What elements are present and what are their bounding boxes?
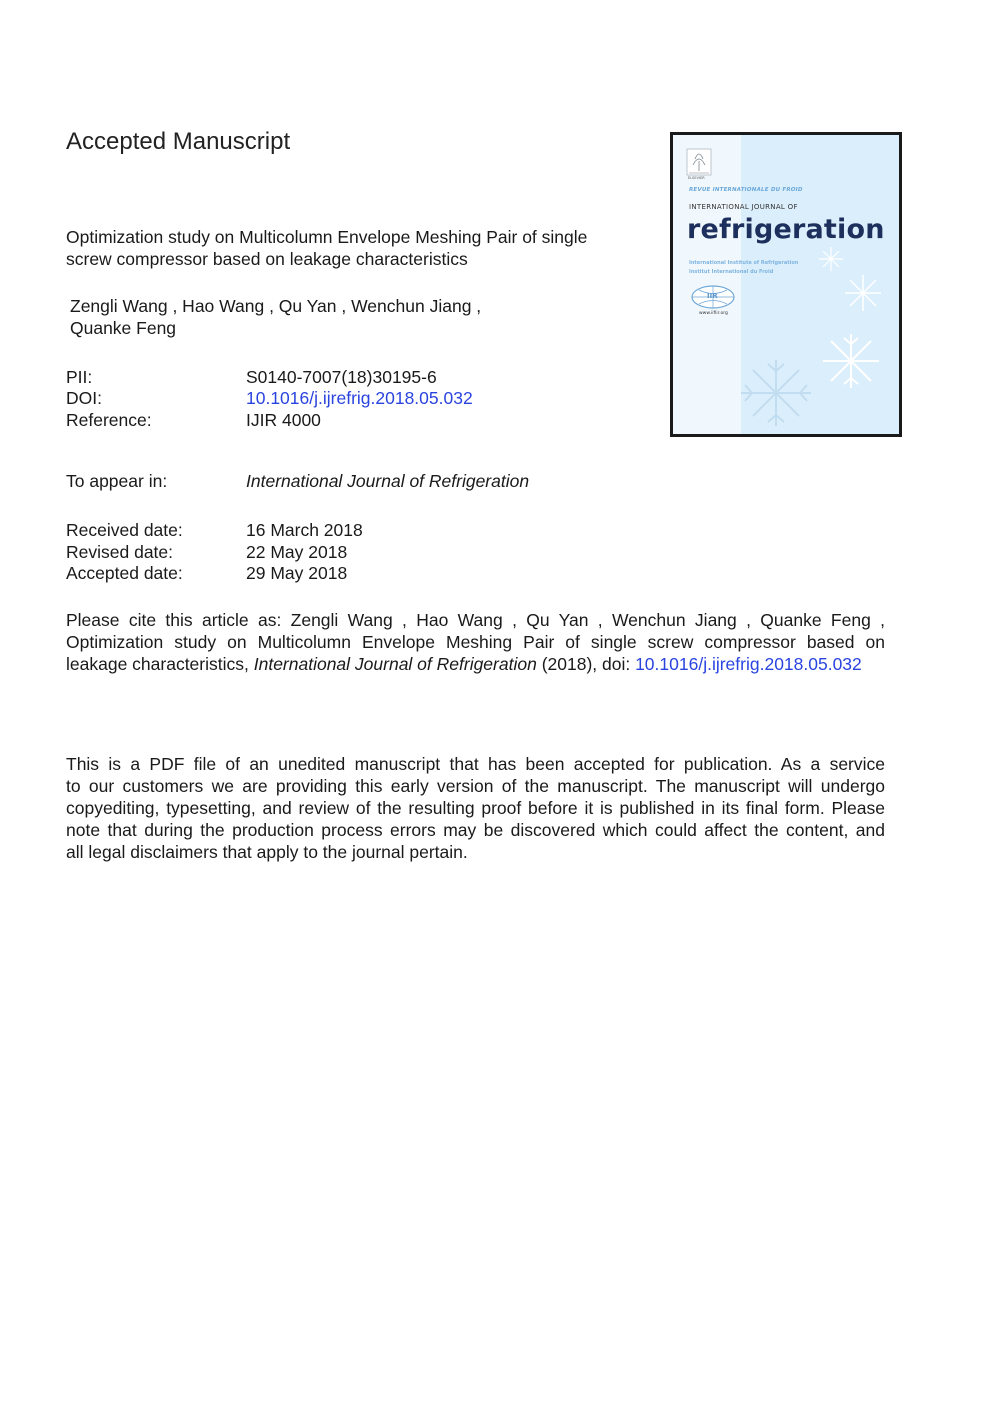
- appear-in-label: To appear in:: [66, 471, 168, 491]
- revised-date-value: 22 May 2018: [246, 542, 348, 562]
- journal-name: International Journal of Refrigeration: [246, 471, 530, 491]
- citation-paragraph: [66, 609, 885, 675]
- citation-doi-link[interactable]: 10.1016/j.ijrefrig.2018.05.032: [635, 654, 862, 674]
- citation-line: Optimization study on Multicolumn Envelope Meshing Pair of single screw compressor based on: [66, 632, 885, 652]
- cover-institute-fr: Institut International du Froid: [689, 269, 774, 275]
- author-line: Quanke Feng: [70, 318, 177, 338]
- disclaimer-line: This is a PDF file of an unedited manuscript that has been accepted for publication. As a service: [66, 754, 885, 774]
- received-date-label: Received date:: [66, 520, 183, 540]
- pii-label: PII:: [66, 367, 93, 387]
- snowflake-icon: [819, 247, 843, 271]
- disclaimer-line: all legal disclaimers that apply to the journal pertain.: [66, 842, 468, 862]
- citation-line: Please cite this article as: Zengli Wang , Hao Wang , Qu Yan , Wenchun Jiang , Quanke Feng ,: [66, 610, 885, 630]
- article-title-line: Optimization study on Multicolumn Envelope Meshing Pair of single: [66, 227, 588, 247]
- doi-link[interactable]: 10.1016/j.ijrefrig.2018.05.032: [246, 388, 473, 408]
- article-title: [66, 226, 636, 270]
- article-title-line: screw compressor based on leakage characteristics: [66, 249, 468, 269]
- received-date-value: 16 March 2018: [246, 520, 363, 540]
- accepted-date-label: Accepted date:: [66, 563, 183, 583]
- cover-artwork: [673, 135, 899, 434]
- doi-label: DOI:: [66, 388, 102, 408]
- disclaimer-line: note that during the production process errors may be discovered which could affect the content, and: [66, 820, 885, 840]
- journal-cover-image: [670, 132, 902, 437]
- cover-institute-en: International Institute of Refrigeration: [689, 260, 799, 266]
- accepted-date-value: 29 May 2018: [246, 563, 348, 583]
- page-heading: Accepted Manuscript: [66, 128, 291, 155]
- cover-journal-title: refrigeration: [687, 214, 885, 245]
- disclaimer-paragraph: [66, 753, 885, 863]
- snowflake-icon: [845, 275, 881, 311]
- snowflake-icon: [741, 360, 811, 426]
- citation-text: (2018), doi:: [536, 654, 636, 674]
- author-list: [70, 295, 590, 339]
- reference-label: Reference:: [66, 410, 152, 430]
- revised-date-label: Revised date:: [66, 542, 174, 562]
- author-line: Zengli Wang , Hao Wang , Qu Yan , Wenchun Jiang ,: [70, 296, 482, 316]
- cover-logo-text: IIR: [707, 292, 718, 300]
- disclaimer-line: to our customers we are providing this early version of the manuscript. The manuscript will undergo: [66, 776, 885, 796]
- citation-journal: International Journal of Refrigeration: [253, 654, 537, 674]
- disclaimer-line: copyediting, typesetting, and review of the resulting proof before it is published in its final form. Please: [66, 798, 885, 818]
- cover-publisher: ELSEVIER: [688, 176, 705, 180]
- pii-value: S0140-7007(18)30195-6: [246, 367, 437, 387]
- cover-url: www.iifiir.org: [699, 311, 728, 316]
- reference-value: IJIR 4000: [246, 410, 321, 430]
- snowflake-icon: [823, 334, 879, 388]
- cover-revue: REVUE INTERNATIONALE DU FROID: [689, 187, 803, 193]
- citation-line: [66, 653, 885, 675]
- elsevier-tree-icon: [687, 149, 711, 175]
- citation-text: leakage characteristics,: [66, 654, 254, 674]
- cover-intl-journal: INTERNATIONAL JOURNAL OF: [689, 203, 798, 211]
